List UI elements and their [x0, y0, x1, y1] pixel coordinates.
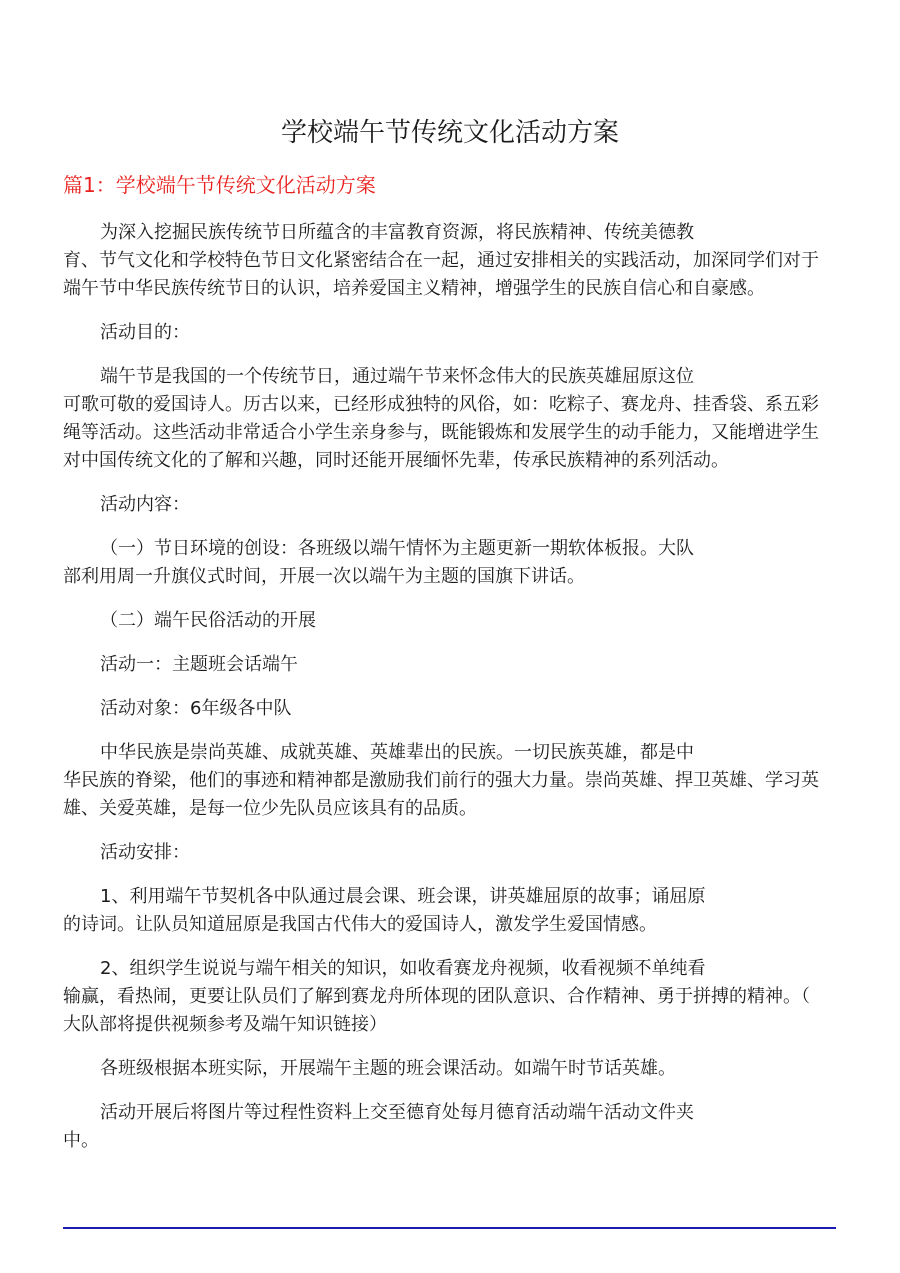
paragraph-line: （二）端午民俗活动的开展 [100, 610, 316, 631]
document-title: 学校端午节传统文化活动方案 [280, 118, 619, 148]
paragraph-line: 育、节气文化和学校特色节日文化紧密结合在一起，通过安排相关的实践活动，加深同学们对于 [63, 250, 819, 271]
paragraph [63, 695, 838, 723]
paragraph-line: （一）节日环境的创设：各班级以端午情怀为主题更新一期软体板报。大队 [100, 538, 694, 559]
paragraph [63, 883, 838, 939]
paragraph [63, 1099, 838, 1155]
paragraph-line: 绳等活动。这些活动非常适合小学生亲身参与，既能锻炼和发展学生的动手能力，又能增进学生 [63, 422, 819, 443]
paragraph [63, 219, 838, 303]
paragraph [63, 955, 838, 1039]
paragraph-line: 端午节中华民族传统节日的认识，培养爱国主义精神，增强学生的民族自信心和自豪感。 [63, 278, 765, 299]
paragraph-line: 活动对象：6年级各中队 [100, 698, 292, 719]
paragraph-line: 的诗词。让队员知道屈原是我国古代伟大的爱国诗人，激发学生爱国情感。 [63, 914, 657, 935]
paragraph-line: 活动开展后将图片等过程性资料上交至德育处每月德育活动端午活动文件夹 [100, 1102, 694, 1123]
paragraph-line: 端午节是我国的一个传统节日，通过端午节来怀念伟大的民族英雄屈原这位 [100, 366, 694, 387]
paragraph-line: 雄、关爱英雄，是每一位少先队员应该具有的品质。 [63, 798, 477, 819]
paragraph-line: 活动目的： [100, 322, 190, 343]
footer-divider [63, 1227, 836, 1229]
paragraph-line: 华民族的脊梁，他们的事迹和精神都是激励我们前行的强大力量。崇尚英雄、捍卫英雄、学习英 [63, 770, 819, 791]
paragraph [63, 739, 838, 823]
paragraph-line: 中。 [63, 1130, 99, 1151]
paragraph-line: 1、利用端午节契机各中队通过晨会课、班会课，讲英雄屈原的故事；诵屈原 [100, 886, 706, 907]
paragraph-line: 活动内容： [100, 494, 190, 515]
paragraph [63, 535, 838, 591]
paragraph-line: 大队部将提供视频参考及端午知识链接） [63, 1014, 387, 1035]
section-heading: 篇1：学校端午节传统文化活动方案 [63, 173, 376, 197]
paragraph-line: 2、组织学生说说与端午相关的知识，如收看赛龙舟视频，收看视频不单纯看 [100, 958, 706, 979]
paragraph-line: 各班级根据本班实际，开展端午主题的班会课活动。如端午时节话英雄。 [100, 1058, 676, 1079]
paragraph [63, 1055, 838, 1083]
paragraph-line: 活动安排： [100, 842, 190, 863]
document-body [63, 219, 838, 1171]
paragraph-line: 输赢，看热闹，更要让队员们了解到赛龙舟所体现的团队意识、合作精神、勇于拼搏的精神。（ [63, 986, 810, 1007]
paragraph [63, 491, 838, 519]
paragraph [63, 607, 838, 635]
paragraph-line: 对中国传统文化的了解和兴趣，同时还能开展缅怀先辈，传承民族精神的系列活动。 [63, 450, 729, 471]
paragraph-line: 为深入挖掘民族传统节日所蕴含的丰富教育资源，将民族精神、传统美德教 [100, 222, 694, 243]
paragraph-line: 中华民族是崇尚英雄、成就英雄、英雄辈出的民族。一切民族英雄，都是中 [100, 742, 694, 763]
paragraph-line: 活动一：主题班会话端午 [100, 654, 298, 675]
paragraph [63, 651, 838, 679]
paragraph-line: 部利用周一升旗仪式时间，开展一次以端午为主题的国旗下讲话。 [63, 566, 585, 587]
paragraph [63, 319, 838, 347]
paragraph-line: 可歌可敬的爱国诗人。历古以来，已经形成独特的风俗，如：吃粽子、赛龙舟、挂香袋、系五彩 [63, 394, 819, 415]
paragraph [63, 363, 838, 475]
paragraph [63, 839, 838, 867]
